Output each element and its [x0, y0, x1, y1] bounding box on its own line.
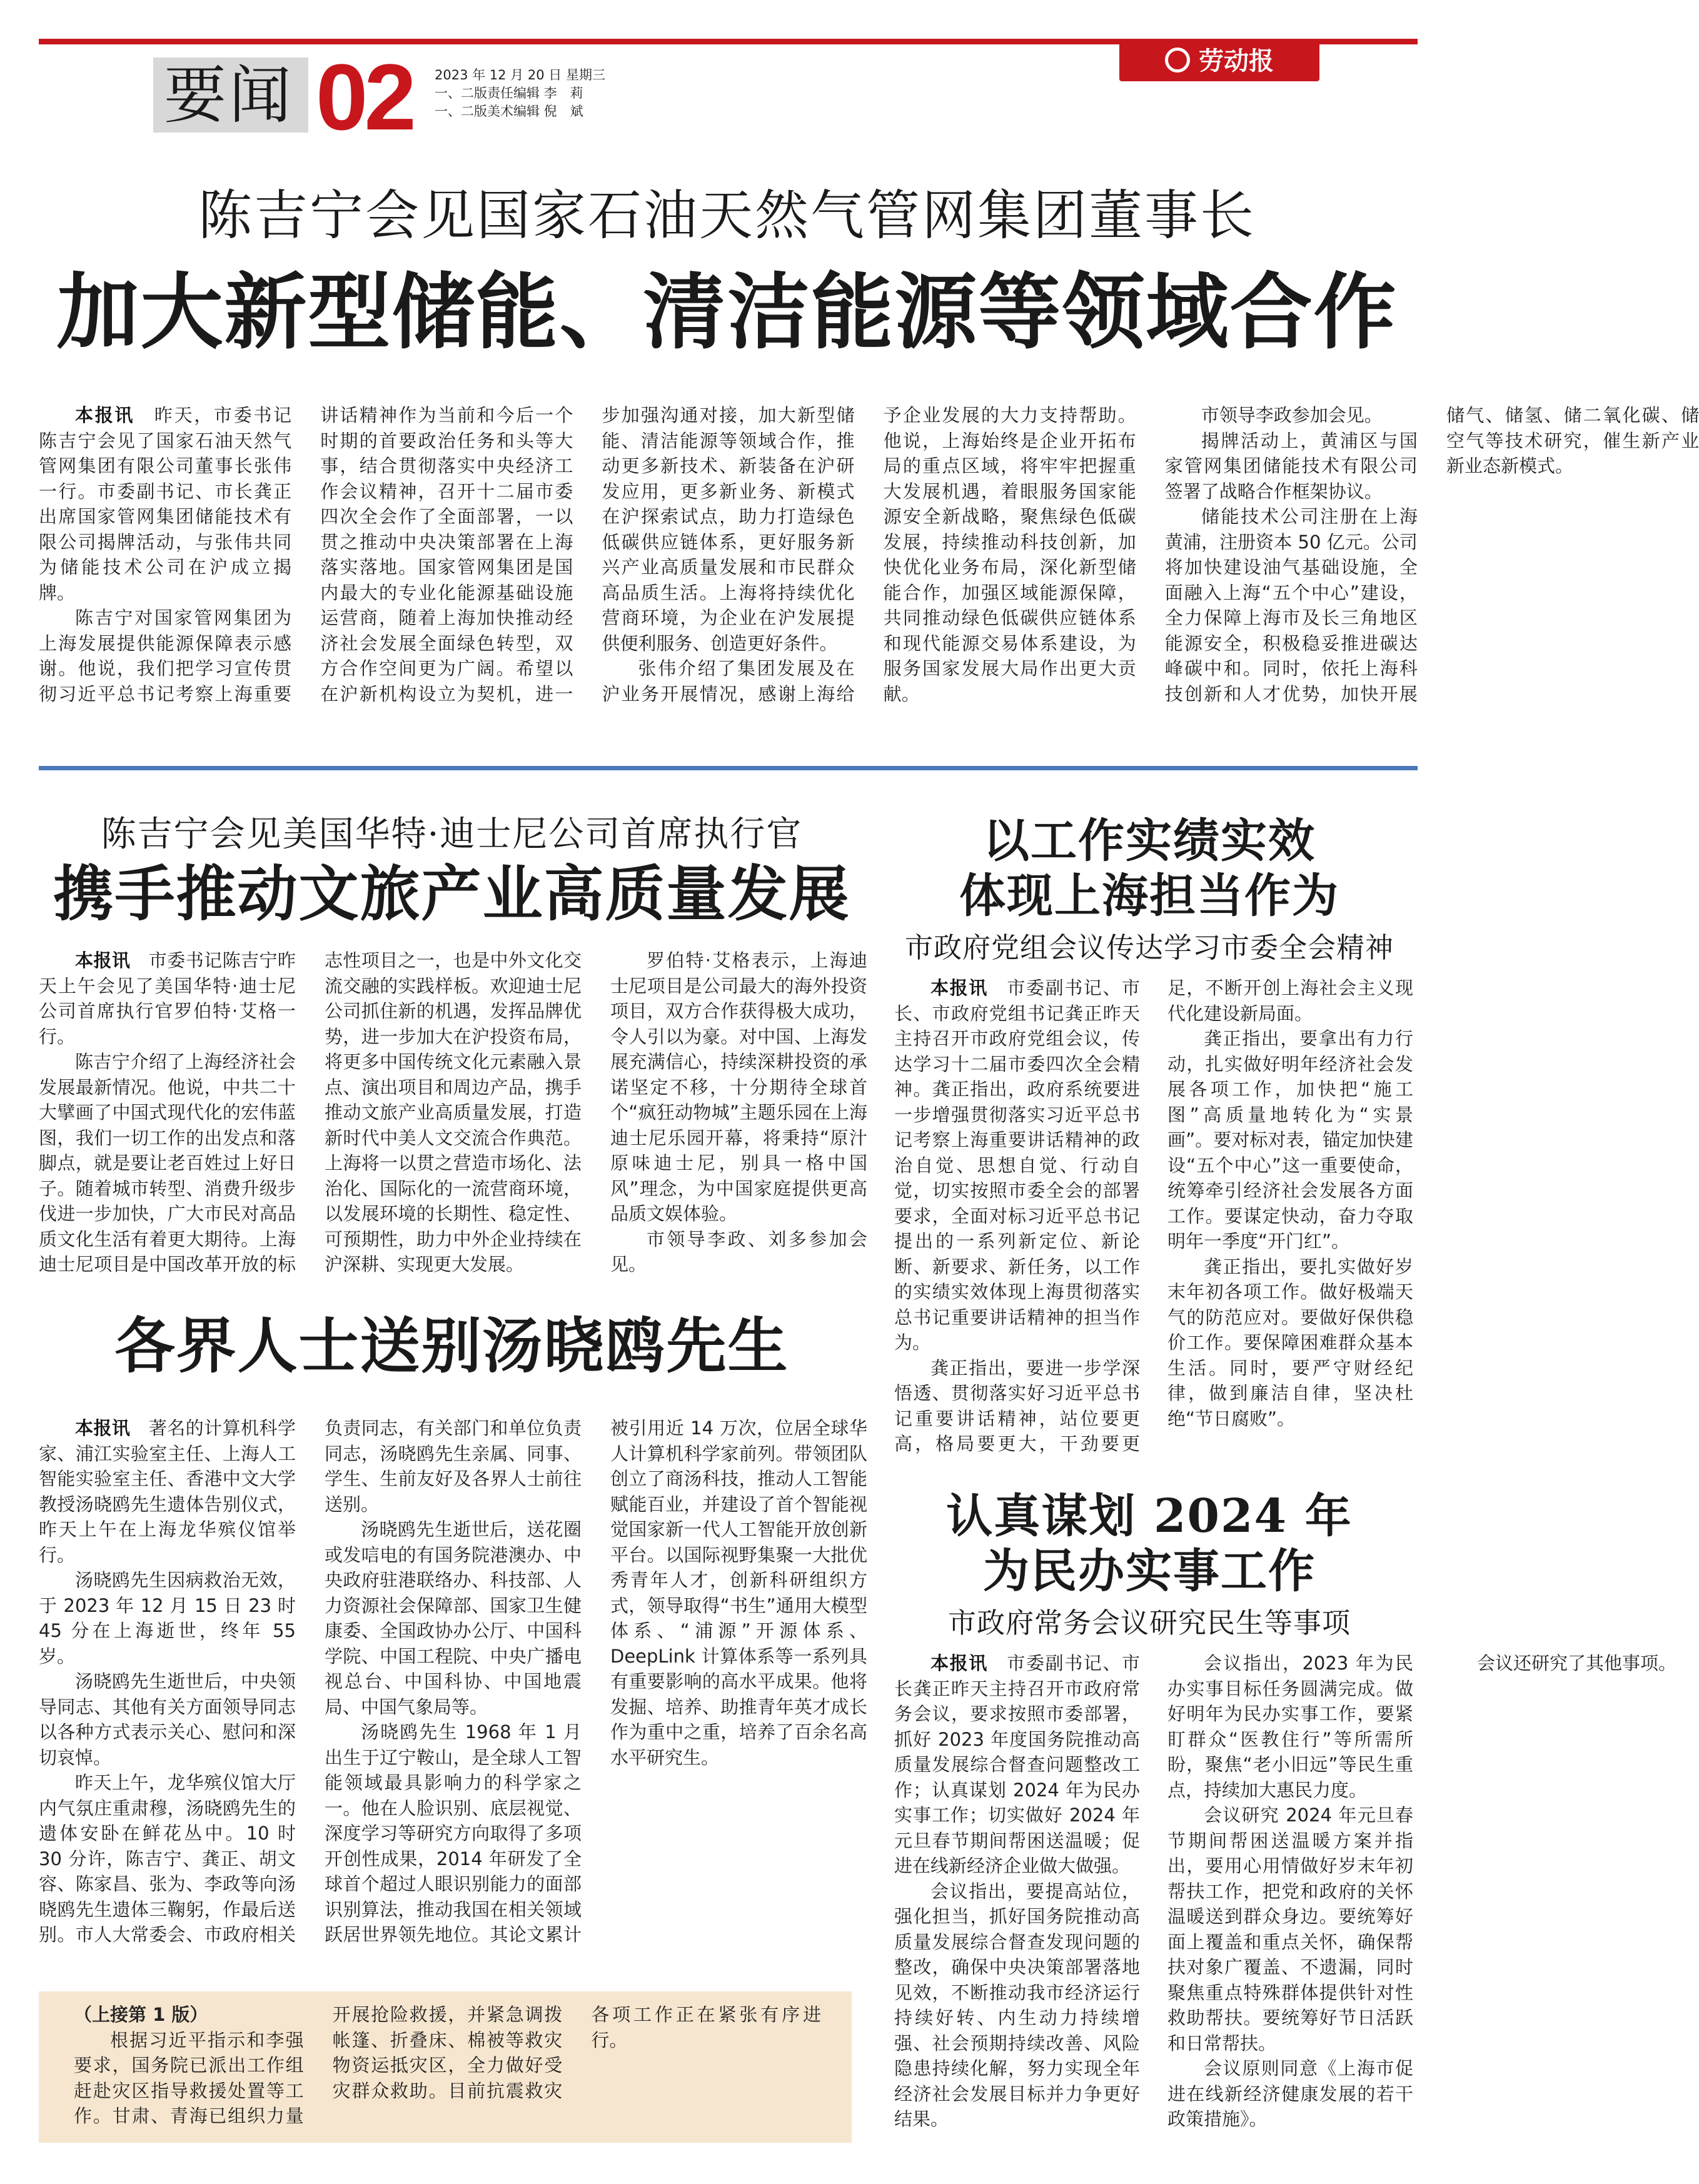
article5-title-line1: 认真谋划 2024 年: [946, 1489, 1353, 1543]
article2-byline: 本报讯: [75, 950, 131, 971]
article2-body: [39, 948, 867, 1281]
continued-body: [74, 2002, 821, 2133]
article1-body: [39, 403, 1699, 717]
article2-paragraph: 市委书记陈吉宁昨天上午会见了美国华特·迪士尼公司首席执行官罗伯特·艾格一行。: [39, 950, 296, 1047]
article2-paragraph: 市领导李政、刘多参加会见。: [610, 1228, 867, 1275]
issue-date: 2023 年 12 月 20 日 星期三: [435, 68, 605, 83]
newspaper-logo: [1119, 41, 1319, 81]
article4-paragraph: 市委副书记、市长、市政府党组书记龚正昨天主持召开市政府党组会议，传达学习十二届市委四次全会精神。龚正指出，政府系统要进一步增强贯彻落实习近平总书记考察上海重要讲话精神的政治自觉、思想自觉、行动自觉，切实按照市委全会的部署要求，全面对标习近平总书记提出的一系列新定位、新论断、新要求、新任务，以工作的实绩实效体现上海贯彻落实总书记重要讲话精神的担当作为。: [894, 977, 1140, 1353]
article5-byline: 本报讯: [930, 1653, 988, 1674]
article3-paragraph: 汤晓鸥先生逝世后，中央领导同志、其他有关方面领导同志以各种方式表示关心、慰问和深切哀悼。: [39, 1671, 296, 1768]
article2-title: 携手推动文旅产业高质量发展: [53, 858, 850, 929]
article1-paragraph: 陈吉宁对国家管网集团为上海发展提供能源保障表示感谢。他说，我们把学习宣传贯彻习近平总书记考察上海重要讲话精神作为当前和今后一个时期的首要政治任务和头等大事，结合贯彻落实中央经济工作会议精神，召开十二届市委四次全会作了全面部署，一以贯之推动中央决策部署在上海落实落地。国家管网集团是国内最大的专业化能源基础设施运营商，随着上海加快推动经济社会发展全面绿色转型，双方合作空间更为广阔。希望以在沪新机构设立为契机，进一步加强沟通对接，加大新型储能、清洁能源等领域合作，推动更多新技术、新装备在沪研发应用，更多新业务、新模式在沪探索试点，助力打造绿色低碳供应链体系，更好服务新兴产业高质量发展和市民群众高品质生活。上海将持续优化营商环境，为企业在沪发展提供便利服务、创造更好条件。: [39, 405, 855, 705]
article2-paragraph: 罗伯特·艾格表示，上海迪士尼项目是公司最大的海外投资项目，双方合作获得极大成功，令人引以为豪。对中国、上海发展充满信心，持续深耕投资的承诺坚定不移，十分期待全球首个“疯狂动物城”主题乐园在上海迪士尼乐园开幕，将秉持“原汁原味迪士尼，别具一格中国风”理念，为中国家庭提供更高品质文娱体验。: [610, 950, 867, 1224]
continued-paragraph: 根据习近平指示和李强要求，国务院已派出工作组赶赴灾区指导救援处置等工作。甘肃、青海已组织力量开展抢险救援，并紧急调拨帐篷、折叠床、棉被等救灾物资运抵灾区，全力做好受灾群众救助。目前抗震救灾各项工作正在紧张有序进行。: [74, 2004, 821, 2126]
article4-body: [894, 975, 1413, 1457]
article3-paragraph: 汤晓鸥先生因病救治无效，于 2023 年 12 月 15 日 23 时 45 分在上海逝世，终年 55 岁。: [39, 1569, 296, 1667]
article3-body: [39, 1416, 867, 1960]
article4-title-line1: 以工作实绩实效: [983, 814, 1316, 868]
section-divider: [39, 766, 1418, 770]
article3-title: 各界人士送别汤晓鸥先生: [114, 1311, 789, 1381]
article5-paragraph: 会议指出，2023 年为民办实事目标任务圆满完成。做好明年为民办实事工作，要紧盯群众“医教住行”等所需所盼，聚焦“老小旧远”等民生重点，持续加大惠民力度。: [1167, 1653, 1413, 1801]
article1-paragraph: 市领导李政参加会见。: [1201, 405, 1383, 426]
article4-paragraph: 龚正指出，要拿出有力行动，扎实做好明年经济社会发展各项工作，加快把“施工图”高质量地转化为“实景画”。要对标对表，锚定加快建设“五个中心”这一重要使命，统筹牵引经济社会发展各方面工作。要谋定快动，奋力夺取明年一季度“开门红”。: [1167, 1028, 1413, 1252]
article5-paragraph: 市委副书记、市长龚正昨天主持召开市政府常务会议，要求按照市委部署，抓好 2023 年度国务院推动高质量发展综合督查问题整改工作；认真谋划 2024 年为民办实事工作；切实做好 2024 年元旦春节期间帮困送温暖；促进在线新经济企业做大做强。: [894, 1653, 1140, 1876]
article3-paragraph: 汤晓鸥先生逝世后，送花圈或发唁电的有国务院港澳办、中央政府驻港联络办、科技部、人力资源社会保障部、国家卫生健康委、全国政协办公厅、中国科学院、中国工程院、中央广播电视总台、中国科协、中国地震局、中国气象局等。: [325, 1519, 582, 1718]
article1-paragraph: 昨天，市委书记陈吉宁会见了国家石油天然气管网集团有限公司董事长张伟一行。市委副书记、市长龚正出席国家管网集团储能技术有限公司揭牌活动，与张伟共同为储能技术公司在沪成立揭牌。: [39, 405, 292, 603]
article1-paragraph: 张伟介绍了集团发展及在沪业务开展情况，感谢上海给予企业发展的大力支持帮助。他说，上海始终是企业开拓布局的重点区域，将牢牢把握重大发展机遇，着眼服务国家能源安全新战略，聚焦绿色低碳发展，持续推动科技创新，加快优化业务布局，深化新型储能合作，加强区域能源保障，共同推动绿色低碳供应链体系和现代能源交易体系建设，为服务国家发展大局作出更大贡献。: [602, 405, 1136, 705]
article5-paragraph: 会议原则同意《上海市促进在线新经济健康发展的若干政策措施》。: [1167, 2058, 1413, 2130]
article5-title-line2: 为民办实事工作: [983, 1544, 1316, 1598]
article1-byline: 本报讯: [75, 405, 135, 426]
continued-label: （上接第 1 版）: [74, 2004, 208, 2025]
article5-paragraph: 会议研究 2024 年元旦春节期间帮困送温暖方案并指出，要用心用情做好岁末年初帮扶工作，把党和政府的关怀温暖送到群众身边。要统筹好面上覆盖和重点关怀，确保帮扶对象广覆盖、不遗漏，同时聚焦重点特殊群体提供针对性救助帮扶。要统筹好节日活跃和日常帮扶。: [1167, 1804, 1413, 2054]
issue-art-editor: 一、二版美术编辑 倪 斌: [435, 104, 583, 119]
article4-paragraph: 龚正指出，要扎实做好岁末年初各项工作。做好极端天气的防范应对。要做好保供稳价工作。要保障困难群众基本生活。同时，要严守财经纪律，做到廉洁自律，坚决杜绝“节日腐败”。: [1167, 1256, 1413, 1429]
article1-title: 加大新型储能、清洁能源等领域合作: [56, 264, 1398, 361]
section-label: 要闻: [164, 59, 294, 132]
issue-editor: 一、二版责任编辑 李 莉: [435, 86, 583, 101]
article5-subtitle: 市政府常务会议研究民生等事项: [947, 1606, 1351, 1639]
article3-paragraph: 著名的计算机科学家、浦江实验室主任、上海人工智能实验室主任、香港中文大学教授汤晓鸥先生遗体告别仪式，昨天上午在上海龙华殡仪馆举行。: [39, 1417, 296, 1566]
logo-icon: [1165, 48, 1190, 73]
article5-paragraph: 会议指出，要提高站位，强化担当，抓好国务院推动高质量发展综合督查发现问题的整改，确保中央决策部署落地见效，不断推动我市经济运行持续好转、内生动力持续增强、社会预期持续改善、风险隐患持续化解，努力实现全年经济社会发展目标并力争更好结果。: [894, 1880, 1140, 2130]
page-number: 02: [316, 44, 413, 149]
article4-paragraph: 龚正指出，要进一步学深悟透、贯彻落实好习近平总书记重要讲话精神，站位要更高，格局要更大，干劲要更足，不断开创上海社会主义现代化建设新局面。: [894, 977, 1413, 1454]
article4-byline: 本报讯: [930, 977, 988, 999]
article1-paragraph: 储能技术公司注册在上海黄浦，注册资本 50 亿元。公司将加快建设油气基础设施，全面融入上海“五个中心”建设，全力保障上海市及长三角地区能源安全，积极稳妥推进碳达峰碳中和。同时，依托上海科技创新和人才优势，加快开展储气、储氢、储二氧化碳、储空气等技术研究，催生新产业新业态新模式。: [1164, 405, 1699, 705]
article3-byline: 本报讯: [75, 1417, 131, 1439]
issue-meta: [435, 66, 605, 121]
article1-paragraph: 揭牌活动上，黄浦区与国家管网集团储能技术有限公司签署了战略合作框架协议。: [1164, 430, 1418, 502]
article1-subtitle: 陈吉宁会见国家石油天然气管网集团董事长: [198, 184, 1256, 247]
article2-subtitle: 陈吉宁会见美国华特·迪士尼公司首席执行官: [101, 814, 803, 855]
newspaper-name: 劳动报: [1199, 47, 1274, 76]
article2-paragraph: 陈吉宁介绍了上海经济社会发展最新情况。他说，中共二十大擘画了中国式现代化的宏伟蓝图，我们一切工作的出发点和落脚点，就是要让老百姓过上好日子。随着城市转型、消费升级步伐进一步加快，广大市民对高品质文化生活有着更大期待。上海迪士尼项目是中国改革开放的标志性项目之一，也是中外文化交流交融的实践样板。欢迎迪士尼公司抓住新的机遇，发挥品牌优势，进一步加大在沪投资布局，将更多中国传统文化元素融入景点、演出项目和周边产品，携手推动文旅产业高质量发展，打造新时代中美人文交流合作典范。上海将一以贯之营造市场化、法治化、国际化的一流营商环境，以发展环境的长期性、稳定性、可预期性，助力中外企业持续在沪深耕、实现更大发展。: [39, 950, 582, 1275]
article4-subtitle: 市政府党组会议传达学习市委全会精神: [904, 931, 1394, 964]
article3-paragraph: 汤晓鸥先生 1968 年 1 月出生于辽宁鞍山，是全球人工智能领域最具影响力的科学家之一。他在人脸识别、底层视觉、深度学习等研究方向取得了多项开创性成果，2014 年研发了全球首个超过人眼识别能力的面部识别算法，推动我国在相关领域跃居世界领先地位。其论文累计被引用近 14 万次，位居全球华人计算机科学家前列。带领团队创立了商汤科技，推动人工智能赋能百业，并建设了首个智能视觉国家新一代人工智能开放创新平台。以国际视野集聚一大批优秀青年人才，创新科研组织方式，领导取得“书生”通用大模型体系、“浦源”开源体系、DeepLink 计算体系等一系列具有重要影响的高水平成果。他将发掘、培养、助推青年英才成长作为重中之重，培养了百余名高水平研究生。: [325, 1417, 867, 1945]
article4-title-line2: 体现上海担当作为: [959, 869, 1339, 923]
article3-paragraph: 昨天上午，龙华殡仪馆大厅内气氛庄重肃穆，汤晓鸥先生的遗体安卧在鲜花丛中。10 时 30 分许，陈吉宁、龚正、胡文容、陈家昌、张为、李政等向汤晓鸥先生遗体三鞠躬，作最后送别。市人大常委会、市政府相关负责同志，有关部门和单位负责同志，汤晓鸥先生亲属、同事、学生、生前友好及各界人士前往送别。: [39, 1417, 582, 1945]
article5-body: [894, 1651, 1677, 2151]
article5-paragraph: 会议还研究了其他事项。: [1477, 1653, 1677, 1674]
